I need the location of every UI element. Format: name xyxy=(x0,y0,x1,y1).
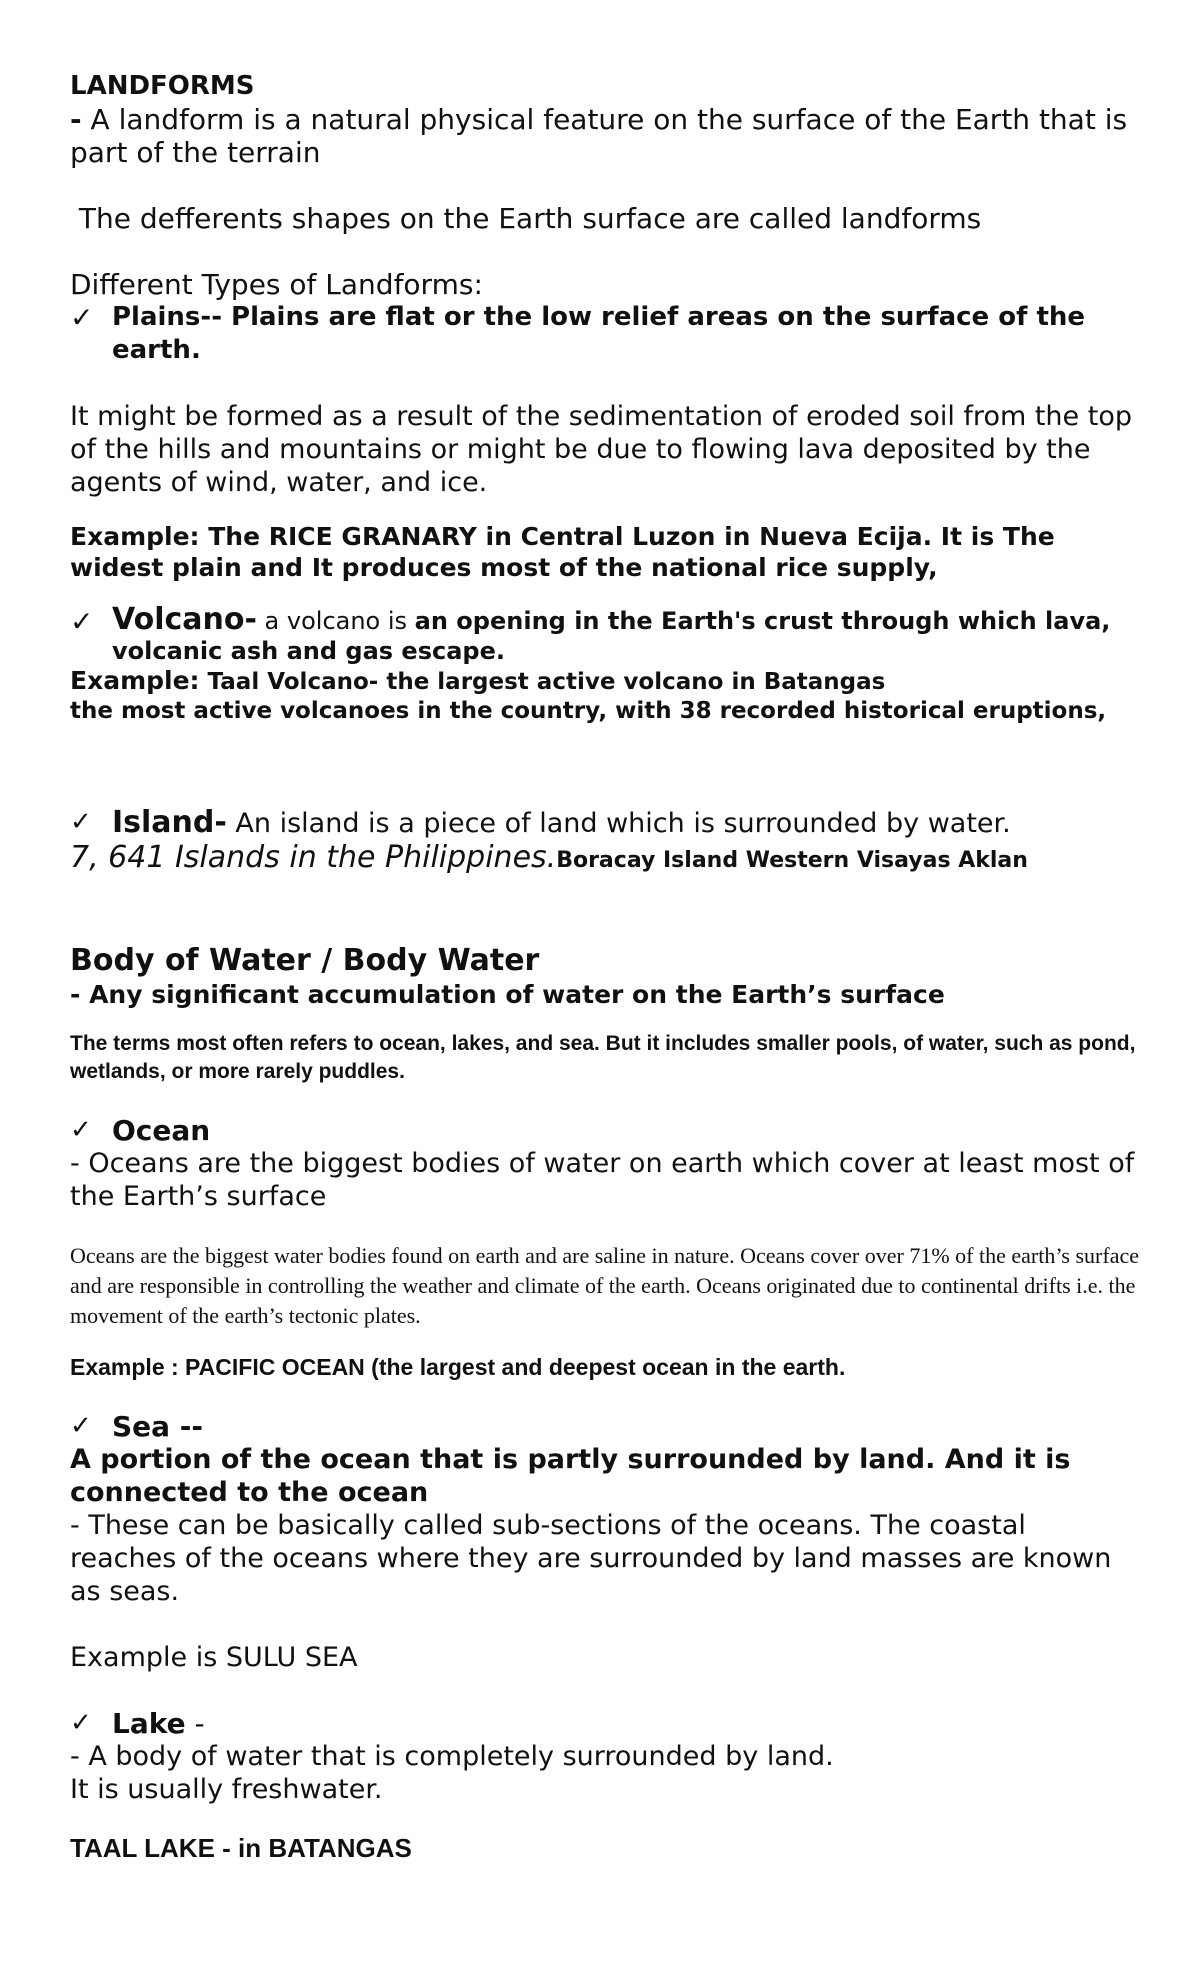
ocean-item xyxy=(70,1114,1140,1147)
lake-dash: - xyxy=(185,1707,205,1740)
check-icon: ✓ xyxy=(70,807,92,837)
sea-label: Sea -- xyxy=(112,1410,204,1443)
definition-text: A landform is a natural physical feature on the surface of the Earth that is part of the terrain xyxy=(70,103,1128,169)
volcano-example-2: the most active volcanoes in the country, with 38 recorded historical eruptions, xyxy=(70,698,1107,724)
island-example: Boracay Island Western Visayas Aklan xyxy=(556,848,1028,873)
plains-example: Example: The RICE GRANARY in Central Luzon in Nueva Ecija. It is The widest plain and It produces most of the national rice supply, xyxy=(70,522,1055,582)
lake-example: TAAL LAKE - in BATANGAS xyxy=(70,1833,412,1863)
ocean-definition: - Oceans are the biggest bodies of water on earth which cover at least most of the Earth’s surface xyxy=(70,1148,1135,1212)
volcano-mid: a volcano is xyxy=(256,607,415,635)
ocean-label: Ocean xyxy=(112,1114,211,1147)
check-icon: ✓ xyxy=(70,301,94,334)
water-definition: - Any significant accumulation of water on the Earth’s surface xyxy=(70,980,945,1009)
volcano-label: Volcano- xyxy=(112,602,257,637)
landforms-title: LANDFORMS xyxy=(70,71,255,101)
definition-dash: - xyxy=(70,103,82,136)
sea-definition: - These can be basically called sub-sections of the oceans. The coastal reaches of the oceans where they are surrounded by land masses are known as seas. xyxy=(70,1510,1112,1607)
lake-item xyxy=(70,1707,1140,1740)
plains-heading: Plains-- Plains are flat or the low relief areas on the surface of the earth. xyxy=(112,302,1086,365)
sea-item xyxy=(70,1410,1140,1443)
lake-definition-2: It is usually freshwater. xyxy=(70,1774,383,1805)
island-count: 7, 641 Islands in the Philippines. xyxy=(70,840,557,875)
volcano-bold: an opening in the Earth's crust through which lava, volcanic ash and gas escape. xyxy=(112,607,1111,665)
lake-label: Lake xyxy=(112,1707,186,1740)
water-title: Body of Water / Body Water xyxy=(70,943,540,978)
island-count-line xyxy=(70,840,1140,879)
check-icon: ✓ xyxy=(70,1708,92,1738)
lake-definition-1: - A body of water that is completely surrounded by land. xyxy=(70,1741,834,1772)
check-icon: ✓ xyxy=(70,605,94,638)
ocean-paragraph: Oceans are the biggest water bodies found on earth and are saline in nature. Oceans cover over 71% of the earth’s surface and are responsible in controlling the weather and climate of the earth. Oceans originated due to continental drifts i.e. the movement of the earth’s tectonic plates. xyxy=(70,1243,1139,1328)
check-icon: ✓ xyxy=(70,1115,92,1145)
volcano-text xyxy=(112,602,1140,666)
landforms-definition xyxy=(70,103,1140,169)
plains-body: It might be formed as a result of the sedimentation of eroded soil from the top of the hills and mountains or might be due to flowing lava deposited by the agents of wind, water, and ice. xyxy=(70,401,1132,498)
landforms-shapes: The defferents shapes on the Earth surface are called landforms xyxy=(70,202,982,235)
volcano-example-text-1: Taal Volcano- the largest active volcano in Batangas xyxy=(199,669,886,695)
island-label: Island- xyxy=(112,805,227,840)
document-page xyxy=(70,70,1140,1864)
water-terms: The terms most often refers to ocean, lakes, and sea. But it includes smaller pools, of water, such as pond, wetlands, or more rarely puddles. xyxy=(70,1032,1136,1083)
island-text xyxy=(112,806,1140,840)
island-definition: An island is a piece of land which is surrounded by water. xyxy=(226,808,1011,839)
island-item xyxy=(70,806,1140,840)
volcano-item xyxy=(70,602,1140,666)
ocean-example: Example : PACIFIC OCEAN (the largest and deepest ocean in the earth. xyxy=(70,1354,846,1380)
types-heading: Different Types of Landforms: xyxy=(70,268,483,301)
volcano-example-1 xyxy=(70,666,1140,697)
check-icon: ✓ xyxy=(70,1411,92,1441)
sea-bold: A portion of the ocean that is partly surrounded by land. And it is connected to the ocean xyxy=(70,1444,1071,1508)
volcano-example-label: Example: xyxy=(70,666,200,695)
sea-example: Example is SULU SEA xyxy=(70,1642,358,1673)
plains-item xyxy=(70,301,1140,367)
lake-text xyxy=(112,1707,1140,1740)
